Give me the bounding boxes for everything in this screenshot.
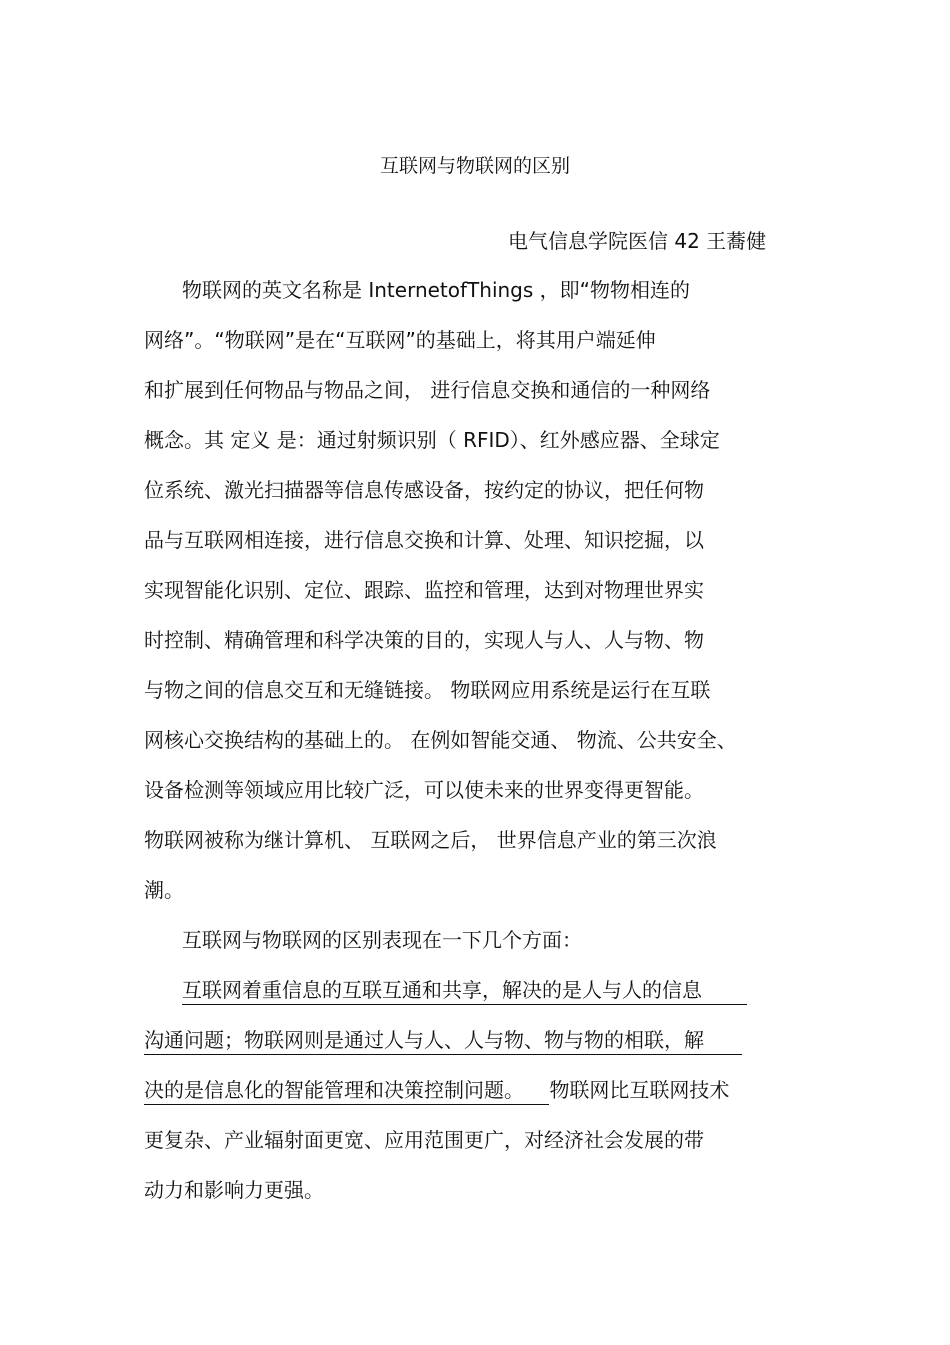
paragraph-line: 实现智能化识别、定位、跟踪、监控和管理，达到对物理世界实 <box>144 578 704 602</box>
paragraph-line <box>144 1075 729 1105</box>
paragraph-line: 与物之间的信息交互和无缝链接。 物联网应用系统是运行在互联 <box>144 678 711 702</box>
paragraph-line: 动力和影响力更强。 <box>144 1178 324 1202</box>
paragraph-line: 位系统、激光扫描器等信息传感设备，按约定的协议，把任何物 <box>144 478 704 502</box>
underlined-text: 物联网则是通过人与人、人与物、物与物的相联，解 <box>244 1026 742 1055</box>
plain-text: 物联网比互联网技术 <box>549 1078 730 1102</box>
paragraph-line: 和扩展到任何物品与物品之间， 进行信息交换和通信的一种网络 <box>144 378 711 402</box>
paragraph-line: 物联网被称为继计算机、 互联网之后， 世界信息产业的第三次浪 <box>144 828 717 852</box>
paragraph-line: 更复杂、产业辐射面更宽、应用范围更广，对经济社会发展的带 <box>144 1128 704 1152</box>
paragraph-line: 网络”。“物联网”是在“互联网”的基础上，将其用户端延伸 <box>144 328 656 352</box>
paragraph-differences-intro: 互联网与物联网的区别表现在一下几个方面： <box>182 928 582 952</box>
underlined-text: 沟通问题； <box>144 1026 244 1055</box>
paragraph-line <box>144 1025 742 1055</box>
underlined-text: 决的是信息化的智能管理和决策控制问题。 <box>144 1076 549 1105</box>
paragraph-line: 品与互联网相连接，进行信息交换和计算、处理、知识挖掘，以 <box>144 528 704 552</box>
paragraph-line: 概念。其 定义 是：通过射频识别（ RFID）、红外感应器、全球定 <box>144 428 720 452</box>
paragraph-line: 网核心交换结构的基础上的。 在例如智能交通、 物流、公共安全、 <box>144 728 737 752</box>
paragraph-line: 设备检测等领域应用比较广泛，可以使未来的世界变得更智能。 <box>144 778 704 802</box>
paragraph-line: 潮。 <box>144 878 184 902</box>
paragraph-line: 时控制、精确管理和科学决策的目的，实现人与人、人与物、物 <box>144 628 704 652</box>
underlined-text: 互联网着重信息的互联互通和共享，解决的是人与人的信息 <box>182 976 747 1005</box>
paragraph-line <box>182 975 747 1005</box>
document-title: 互联网与物联网的区别 <box>379 155 570 177</box>
paragraph-line: 物联网的英文名称是 InternetofThings ，即“物物相连的 <box>182 278 691 302</box>
author-line: 电气信息学院医信 42 王蕎健 <box>508 229 767 253</box>
